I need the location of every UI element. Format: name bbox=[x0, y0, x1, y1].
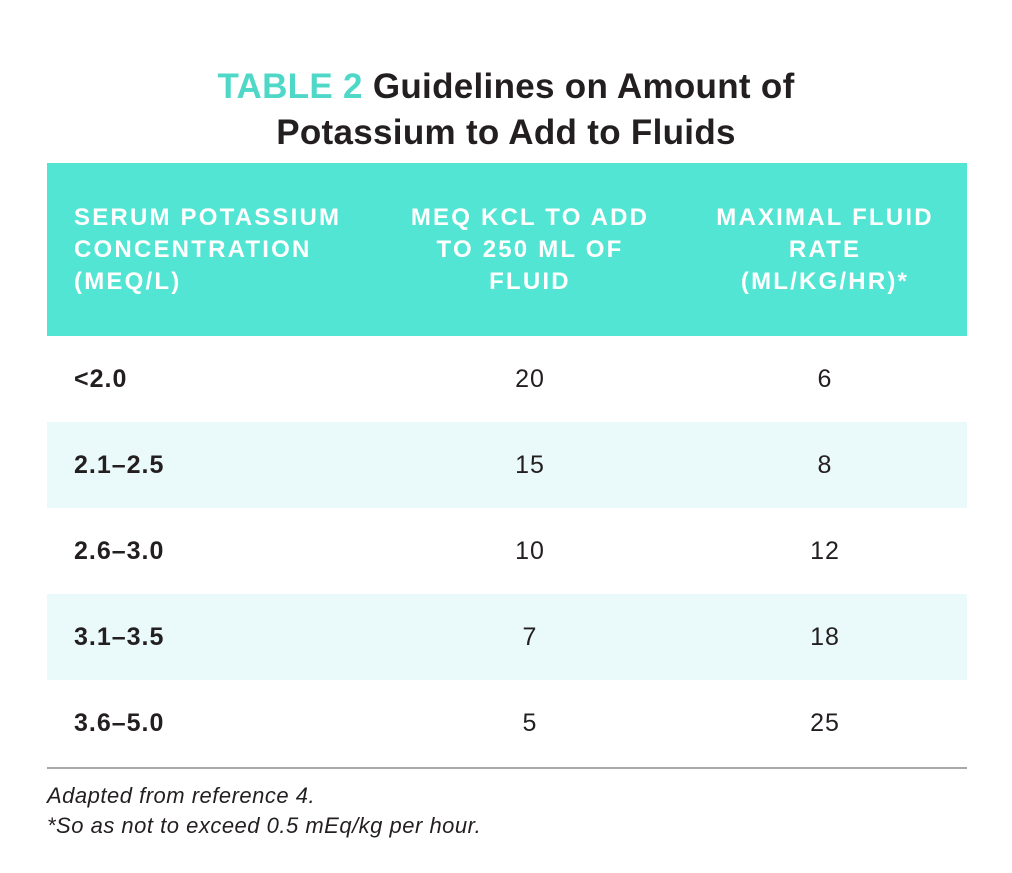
title-line-1 bbox=[0, 64, 1012, 110]
cell-kcl: 5 bbox=[522, 708, 538, 737]
cell-concentration: 3.6–5.0 bbox=[74, 708, 165, 737]
table-row bbox=[47, 336, 967, 422]
header-serum-potassium-label: SERUM POTASSIUM CONCENTRATION (MEQ/L) bbox=[74, 203, 342, 295]
header-kcl-amount-label: MEQ KCL TO ADD TO 250 ML OF FLUID bbox=[410, 203, 650, 295]
footnote-source: Adapted from reference 4. bbox=[47, 783, 316, 808]
table-title bbox=[0, 64, 1012, 156]
cell-concentration: 2.1–2.5 bbox=[74, 450, 165, 479]
table-row bbox=[47, 422, 967, 508]
cell-kcl: 15 bbox=[515, 450, 545, 479]
table-row bbox=[47, 680, 967, 766]
table-header bbox=[47, 163, 967, 336]
cell-rate: 25 bbox=[810, 708, 840, 737]
table-bottom-rule bbox=[47, 767, 967, 769]
table-footnotes bbox=[47, 781, 481, 841]
table-number-label: TABLE 2 bbox=[217, 67, 363, 106]
header-kcl-amount bbox=[377, 163, 683, 336]
cell-concentration: 2.6–3.0 bbox=[74, 536, 165, 565]
table-row bbox=[47, 508, 967, 594]
title-text-line-1: Guidelines on Amount of bbox=[372, 67, 795, 106]
cell-rate: 8 bbox=[817, 450, 833, 479]
cell-kcl: 7 bbox=[522, 622, 538, 651]
cell-kcl: 20 bbox=[515, 364, 545, 393]
header-max-fluid-rate-label: MAXIMAL FLUID RATE (ML/KG/HR)* bbox=[716, 203, 934, 295]
cell-kcl: 10 bbox=[515, 536, 545, 565]
footnote-asterisk: *So as not to exceed 0.5 mEq/kg per hour. bbox=[47, 813, 482, 838]
table-row bbox=[47, 594, 967, 680]
cell-concentration: <2.0 bbox=[74, 364, 128, 393]
header-serum-potassium bbox=[47, 163, 377, 336]
cell-concentration: 3.1–3.5 bbox=[74, 622, 165, 651]
cell-rate: 18 bbox=[810, 622, 840, 651]
cell-rate: 6 bbox=[817, 364, 833, 393]
cell-rate: 12 bbox=[810, 536, 840, 565]
header-max-fluid-rate bbox=[683, 163, 967, 336]
title-text-line-2: Potassium to Add to Fluids bbox=[276, 113, 736, 152]
potassium-table bbox=[47, 163, 967, 769]
